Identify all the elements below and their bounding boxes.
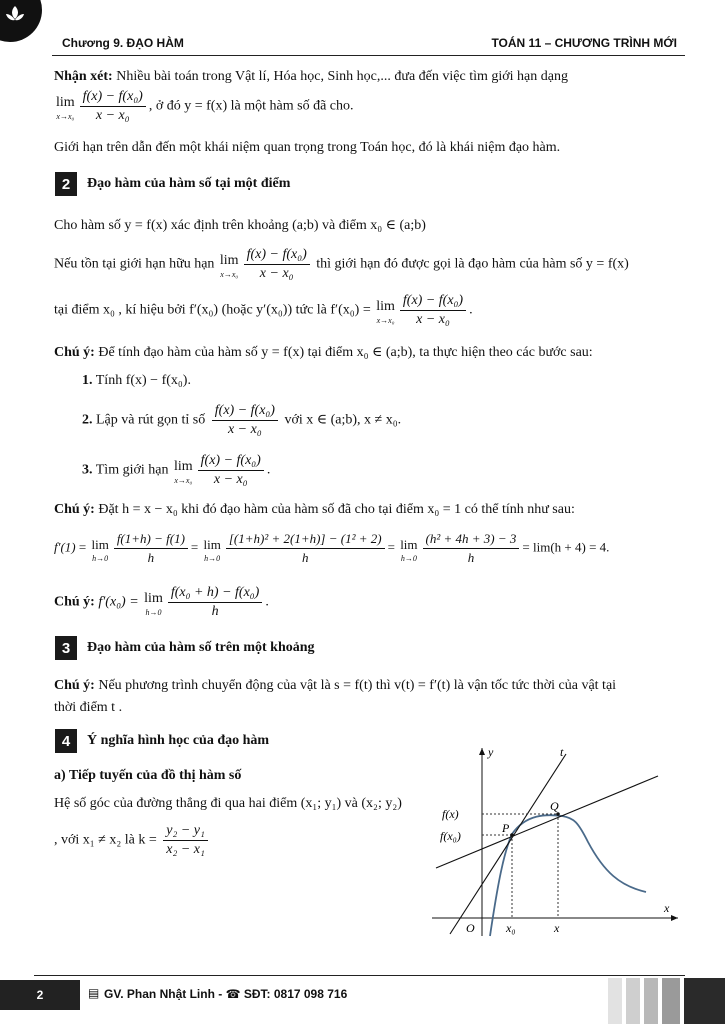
fx0-tick-label: f(x₀): [440, 829, 461, 843]
step-3-label: 3.: [82, 462, 93, 478]
remark-formula-line: [54, 88, 675, 125]
tangent-graph: [428, 742, 686, 942]
x0-tick-label: x₀: [506, 921, 516, 935]
section-4-title: Ý nghĩa hình học của đạo hàm: [87, 733, 270, 748]
limit-operator: lim x→x₀: [56, 94, 75, 121]
header-divider: [52, 55, 685, 56]
difference-quotient: $\frac{\text{f(x) − f(x₀)}}{\text{x − x₀}}$: [80, 88, 146, 125]
point-p-dot: [510, 833, 514, 837]
example-frac-a: $\frac{f(1+h) - f(1)}{h}$: [114, 530, 188, 567]
fx-tick-label: f(x): [442, 807, 459, 821]
remark-label: Nhận xét:: [54, 69, 113, 84]
limit-operator: lim h→0: [400, 536, 418, 563]
example-frac-c: $\frac{\text{(h² + 4h + 3) − 3}}{h}$: [423, 530, 520, 567]
tangent-label: t: [560, 745, 564, 759]
difference-quotient: $\frac{\text{f(x) − f(x₀)}}{\text{x − x₀}}$: [198, 452, 264, 489]
note2-text: Đặt h = x − x₀ khi đó đạo hàm của hàm số đã cho tại điểm x₀ = 1 có thể tính như sau:: [98, 502, 575, 517]
y-axis-arrow: [479, 748, 485, 755]
secant-line: [436, 776, 658, 868]
step-2-tail: với x ∈ (a;b), x ≠ x₀.: [284, 412, 402, 428]
s2-line3-a: tại điểm x₀ , kí hiệu bởi f′(x₀) (hoặc y′(x₀)) tức là f′(x₀) =: [54, 302, 371, 318]
chapter-title: Chương 9. ĐẠO HÀM: [62, 36, 184, 50]
s2-line2-b: thì giới hạn đó được gọi là đạo hàm của hàm số y = f(x): [316, 256, 629, 272]
slope-formula: [54, 822, 211, 859]
example-frac-b: $\frac{\text{[(1+h)² + 2(1+h)] − (1² + 2)}}{h}$: [226, 530, 385, 567]
step-1: [82, 371, 675, 391]
slope-text2: , với x₁ ≠ x₂ là k =: [54, 832, 157, 848]
subsection-a-title: a) Tiếp tuyến của đồ thị hàm số: [54, 768, 242, 783]
step-1-text: Tính f(x) − f(x₀).: [95, 373, 191, 388]
point-p-label: P: [502, 821, 510, 835]
s2-line2-a: Nếu tồn tại giới hạn hữu hạn: [54, 256, 215, 272]
s2-note2: [54, 500, 675, 520]
page-number: 2: [0, 980, 80, 1010]
section-4-badge: 4: [55, 729, 77, 753]
limit-operator: lim x→x₀: [219, 252, 239, 279]
brand-logo: [0, 0, 42, 42]
document-icon: ▤: [88, 986, 100, 1000]
s2-note3: Chú ý: f′(x₀) = lim h→0 $\frac{\text{f(x₀ + h) − f(x₀)}}{h}$ .: [54, 585, 269, 619]
remark-text: Nhiều bài toán trong Vật lí, Hóa học, Sinh học,... đưa đến việc tìm giới hạn dạng: [116, 69, 568, 84]
step-3: 3. Tìm giới hạn lim x→x₀ $\frac{\text{f(x) − f(x₀)}}{\text{x − x₀}}$ .: [82, 453, 271, 487]
s2-line3: tại điểm x₀ , kí hiệu bởi f′(x₀) (hoặc y′(x₀)) tức là f′(x₀) = lim x→x₀ $\frac{\text{f(x) − f(x₀)}}{\text{x − x₀}}$ .: [54, 293, 473, 327]
s2-note: [54, 343, 675, 363]
x-axis-arrow: [671, 915, 678, 921]
slope-text: Hệ số góc của đường thẳng đi qua hai điểm (x₁; y₁) và (x₂; y₂): [54, 796, 402, 811]
footer-stripe: [608, 978, 622, 1024]
note2-label: Chú ý:: [54, 502, 95, 517]
footer-stripe: [662, 978, 680, 1024]
s3-note-text: Nếu phương trình chuyển động của vật là s = f(t) thì v(t) = f′(t) là vận tốc tức thời của vật tại: [98, 678, 617, 693]
tangent-line: [450, 754, 566, 934]
remark-tail: , ở đó y = f(x) là một hàm số đã cho.: [148, 98, 354, 114]
example-tail: = lim(h + 4) = 4.: [522, 539, 610, 555]
note-text: Để tính đạo hàm của hàm số y = f(x) tại điểm x₀ ∈ (a;b), ta thực hiện theo các bước sau:: [98, 345, 593, 360]
origin-label: O: [466, 921, 475, 935]
s2-line1: Cho hàm số y = f(x) xác định trên khoảng (a;b) và điểm x₀ ∈ (a;b): [54, 218, 426, 233]
lead-text: Giới hạn trên dẫn đến một khái niệm quan trọng trong Toán học, đó là khái niệm đạo hàm.: [54, 140, 561, 155]
s3-note: [54, 676, 675, 696]
x-axis-label: x: [664, 901, 670, 915]
footer-stripe: [684, 978, 725, 1024]
difference-quotient: $\frac{\text{f(x) − f(x₀)}}{\text{x − x₀}}$: [212, 402, 278, 439]
s3-note-label: Chú ý:: [54, 678, 95, 693]
section-3-title: Đạo hàm của hàm số trên một khoảng: [87, 640, 315, 655]
derivative-h-quotient: $\frac{\text{f(x₀ + h) − f(x₀)}}{h}$: [168, 584, 262, 621]
step-3-text: Tìm giới hạn: [95, 462, 169, 478]
x-tick-label: x: [554, 921, 560, 935]
limit-operator: lim h→0: [203, 536, 221, 563]
course-title: TOÁN 11 – CHƯƠNG TRÌNH MỚI: [491, 36, 677, 50]
section-3-badge: 3: [55, 636, 77, 660]
step-2: [82, 402, 675, 439]
slope-quotient: $\frac{\text{y₂ − y₁}}{\text{x₂ − x₁}}$: [163, 822, 208, 859]
point-q-label: Q: [550, 799, 559, 813]
section-2-title: Đạo hàm của hàm số tại một điểm: [87, 176, 291, 191]
s2-line2: [54, 246, 675, 283]
y-axis-label: y: [488, 745, 494, 759]
example-computation: f′(1) = lim h→0 $\frac{f(1+h) - f(1)}{h}$ = lim h→0 $\frac{\text{[(1+h)² + 2(1+h)] − (1² + 2)}}{h}$ = lim h→0 $\frac{\text{(h² + 4h + 3) − 3}}{h}$ = lim(h + 4) = 4.: [54, 531, 610, 565]
note-label: Chú ý:: [54, 345, 95, 360]
s3-note-text2: thời điểm t .: [54, 700, 123, 715]
lotus-icon: [4, 4, 26, 26]
footer-stripe: [626, 978, 640, 1024]
difference-quotient: $\frac{\text{f(x) − f(x₀)}}{\text{x − x₀}}$: [244, 246, 310, 283]
step-2-label: 2.: [82, 412, 93, 428]
step-2-text: Lập và rút gọn tỉ số: [96, 412, 206, 428]
note3-label: Chú ý:: [54, 594, 95, 610]
remark-paragraph: [54, 67, 675, 87]
difference-quotient: $\frac{\text{f(x) − f(x₀)}}{\text{x − x₀}}$: [400, 292, 466, 329]
section-2-badge: 2: [55, 172, 77, 196]
footer-stripe: [644, 978, 658, 1024]
author-info: GV. Phan Nhật Linh - ☎ SĐT: 0817 098 716: [104, 987, 348, 1001]
step-1-label: 1.: [82, 373, 93, 388]
limit-operator: lim x→x₀: [173, 458, 193, 485]
limit-operator: lim x→x₀: [376, 298, 395, 325]
limit-operator: lim h→0: [144, 590, 163, 617]
limit-operator: lim h→0: [91, 536, 109, 563]
footer-divider: [34, 975, 685, 976]
